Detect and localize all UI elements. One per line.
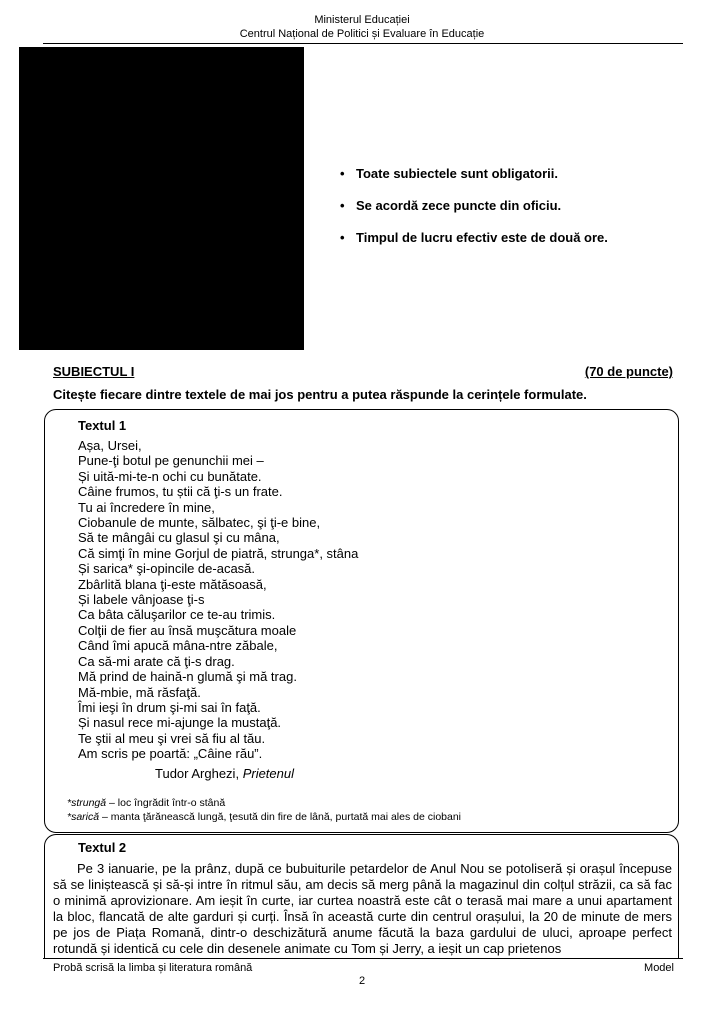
poem <box>78 438 358 762</box>
bullet-icon: • <box>340 198 345 213</box>
poem-line: Am scris pe poartă: „Câine rău”. <box>78 746 263 762</box>
subject-title: SUBIECTUL I <box>53 364 135 379</box>
instruction-text: Timpul de lucru efectiv este de două ore. <box>356 230 608 245</box>
poem-line: Și sarica* şi-opincile de-acasă. <box>78 561 256 577</box>
bullet-icon: • <box>340 230 345 245</box>
poem-line: Că simţi în mine Gorjul de piatră, strunga*, stâna <box>78 545 359 561</box>
footnote-definition: – loc îngrădit într-o stână <box>106 797 226 809</box>
instruction-item <box>340 228 608 260</box>
header-rule <box>43 43 683 44</box>
poem-line: Ciobanule de munte, sălbatec, şi ţi-e bine, <box>78 515 321 531</box>
header-ministry: Ministerul Educației <box>314 14 410 26</box>
instructions-list <box>340 164 608 260</box>
instruction-item <box>340 164 608 196</box>
poem-line: Îmi ieşi în drum şi-mi sai în faţă. <box>78 699 261 715</box>
poem-line: Colţii de fier au însă muşcătura moale <box>78 622 297 638</box>
instruction-text: Toate subiectele sunt obligatorii. <box>356 166 559 181</box>
text2-body <box>53 861 672 957</box>
footnote-term: *strungă <box>67 797 107 809</box>
text2-title: Textul 2 <box>78 840 127 855</box>
poem-line: Te ştii al meu şi vrei să fiu al tău. <box>78 730 266 746</box>
poem-line: Tu ai încredere în mine, <box>78 499 215 515</box>
poem-line: Zbârlită blana ţi-este mătăsoasă, <box>78 576 267 592</box>
footnote <box>67 810 461 824</box>
page-number: 2 <box>358 975 366 987</box>
header-center: Centrul Național de Politici și Evaluare în Educație <box>239 28 485 40</box>
poem-line: Și labele vânjoase ţi-s <box>78 592 205 608</box>
text2-paragraph: Pe 3 ianuarie, pe la prânz, după ce bubuiturile petardelor de Anul Nou se potoliseră și orașul începuse să se liniștească și să-și intre în ritmul său, am decis să merg până la magazinul din colțul străzii, ca să fac o minimă aprovizionare. Am ieșit în curte, iar curtea noastră este cât o terasă mai mare a unui apartament la bloc, flancată de alte garduri și curți. Însă în această curte din centrul orașului, la 20 de minute de mers pe jos de Piața Romană, dintr-o deschizătură anume făcută la baza gardului de uluci, aproape perfect rotundă și identică cu cele din desenele animate cu Tom și Jerry, a ieșit un cap prietenos <box>53 861 672 956</box>
text1-title: Textul 1 <box>78 418 127 433</box>
poem-line: Câine frumos, tu știi că ţi-s un frate. <box>78 484 283 500</box>
poem-line: Mă-mbie, mă răsfaţă. <box>78 684 201 700</box>
subject-points: (70 de puncte) <box>584 364 673 379</box>
footnotes <box>67 796 461 824</box>
poem-line: Când îmi apucă mâna-ntre zăbale, <box>78 638 278 654</box>
footnote-definition: – manta ţărănească lungă, ţesută din fire de lână, purtată mai ales de ciobani <box>99 811 462 823</box>
author-name: Tudor Arghezi, <box>155 766 240 781</box>
poem-line: Ca bâta căluşarilor ce te-au trimis. <box>78 607 276 623</box>
poem-line: Așa, Ursei, <box>78 438 142 453</box>
bullet-icon: • <box>340 166 345 181</box>
poem-line: Și nasul rece mi-ajunge la mustaţă. <box>78 715 282 731</box>
poem-line: Să te mângâi cu glasul şi cu mâna, <box>78 530 280 546</box>
footer-model-label: Model <box>644 962 674 974</box>
footnote-term: *sarică <box>67 811 100 823</box>
instruction-text: Se acordă zece puncte din oficiu. <box>356 198 562 213</box>
poem-line: Ca să-mi arate că ţi-s drag. <box>78 653 235 669</box>
poem-attribution <box>155 766 294 781</box>
poem-line: Și uită-mi-te-n ochi cu bunătate. <box>78 468 262 484</box>
poem-line: Mă prind de haină-n glumă şi mă trag. <box>78 669 297 685</box>
work-title: Prietenul <box>242 766 294 781</box>
poem-line: Pune-ţi botul pe genunchii mei – <box>78 453 264 469</box>
footnote <box>67 796 461 810</box>
instruction-item <box>340 196 608 228</box>
footer-exam-name: Probă scrisă la limba și literatura română <box>53 962 253 974</box>
footer-rule <box>43 958 683 959</box>
subject-instruction: Citește fiecare dintre textele de mai jos pentru a putea răspunde la cerințele formulate. <box>53 387 587 402</box>
redacted-block <box>19 47 304 350</box>
